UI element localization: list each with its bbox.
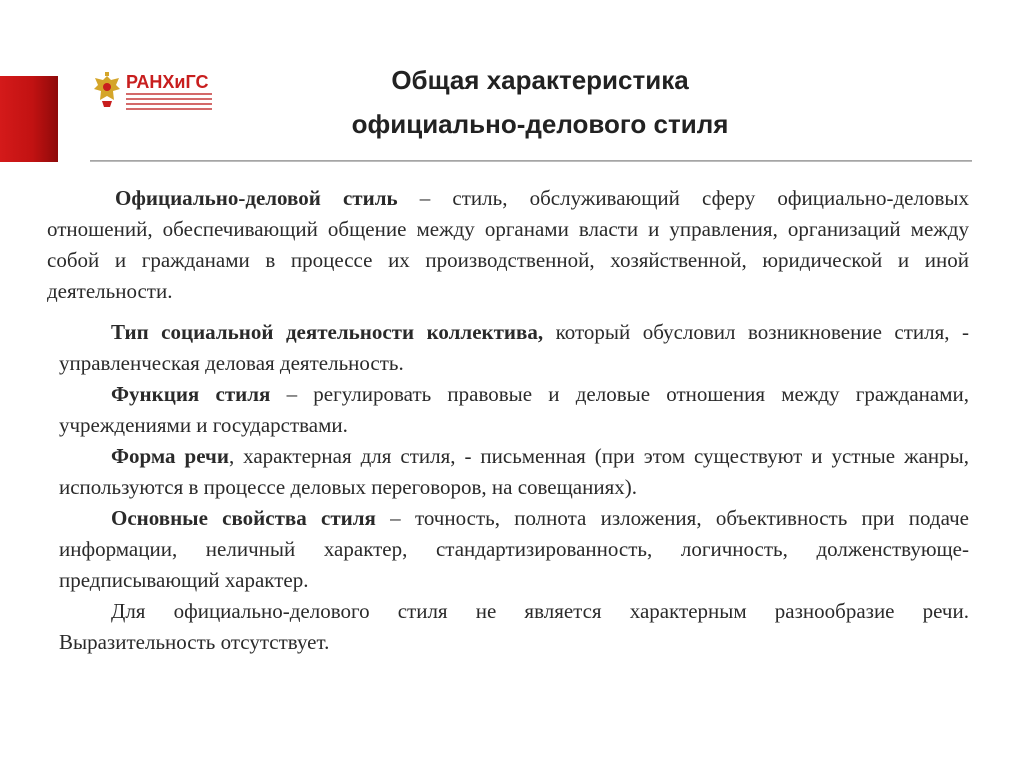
paragraph-speech-form — [59, 441, 969, 503]
red-accent-bar — [0, 76, 58, 162]
characteristics-list — [47, 317, 969, 658]
function-text: – регулировать правовые и деловые отношения между гражданами, учреждениями и государствами. — [59, 382, 970, 437]
activity-type-term: Тип социальной деятельности коллектива, — [111, 320, 544, 344]
intro-definition: – стиль, обслуживающий сферу официально-деловых отношений, обеспечивающий общение между органами власти и управления, организаций между собой и гражданами в процессе их производственной, хозяйственной, юридической и иной деятельности. — [47, 186, 969, 303]
function-term: Функция стиля — [111, 382, 271, 406]
properties-text: – точность, полнота изложения, объективность при подаче информации, неличный характер, стандартизированность, логичность, долженствующе-предписывающий характер. — [59, 506, 969, 592]
logo-wordmark: РАНХиГС — [126, 72, 209, 92]
title-line-1: Общая характеристика — [391, 65, 689, 95]
intro-paragraph — [47, 183, 969, 307]
title-line-2: официально-делового стиля — [351, 109, 729, 139]
properties-term: Основные свойства стиля — [111, 506, 376, 530]
ranepa-logo — [92, 70, 222, 112]
paragraph-function — [59, 379, 969, 441]
paragraph-activity-type — [59, 317, 969, 379]
eagle-emblem-icon — [92, 70, 122, 110]
intro-term: Официально-деловой стиль — [115, 186, 398, 210]
speech-form-text: , характерная для стиля, - письменная (при этом существуют и устные жанры, используются в процессе деловых переговоров, на совещаниях). — [59, 444, 969, 499]
activity-type-text: который обусловил возникновение стиля, - управленческая деловая деятельность. — [59, 320, 969, 375]
slide-body — [47, 183, 969, 658]
paragraph-expressiveness: Для официально-делового стиля не является характерным разнообразие речи. Выразительность отсутствует. — [59, 599, 969, 654]
speech-form-term: Форма речи — [111, 444, 229, 468]
slide-title — [300, 58, 780, 146]
logo-subtitle-lines — [126, 93, 212, 113]
title-divider — [90, 160, 972, 162]
paragraph-properties — [59, 503, 969, 596]
